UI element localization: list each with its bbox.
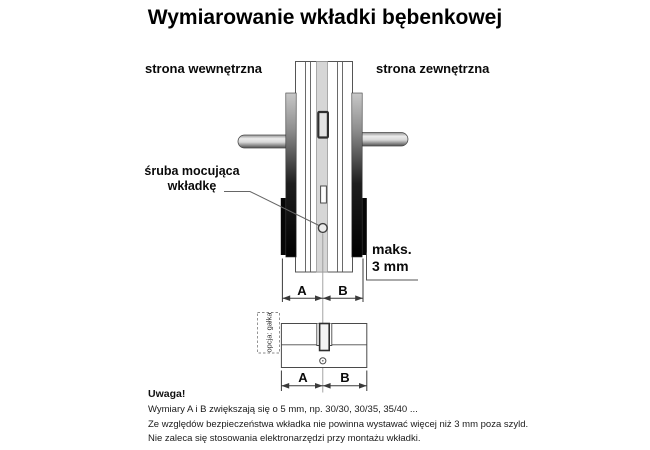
arrowhead [323,295,331,301]
upper-dim-b-label: B [338,283,348,298]
fixing-screw-label-line2: wkładkę [167,179,217,193]
cylinder-cam-slot [318,112,328,138]
fixing-screw-label-line1: śruba mocująca [144,164,240,178]
lower-dim-a-label: A [298,370,308,385]
inner-escutcheon-shield [286,93,296,257]
inner-handle-bar [238,135,290,148]
cylinder-channel-strip [317,62,328,273]
arrowhead [359,383,367,389]
door-cross-section [296,62,353,273]
arrowhead [315,295,323,301]
knob-option-label: opcja: gałka [264,312,274,353]
arrowhead [281,383,289,389]
screw-hole-center [322,360,324,362]
note-line-2: Ze względów bezpieczeństwa wkładka nie powinna wystawać więcej niż 3 mm poza szyld. [148,418,529,430]
note-line-1: Wymiary A i B zwiększają się o 5 mm, np. 30/30, 30/35, 35/40 ... [148,404,418,415]
outer-side-label: strona zewnętrzna [376,61,490,76]
fixing-screw-label [140,164,244,194]
note-line-3: Nie zaleca się stosowania elektronarzędzi przy montażu wkładki. [148,433,421,444]
fixing-screw-head [318,224,327,233]
arrowhead [355,295,363,301]
note-heading: Uwaga! [148,388,186,400]
max-protrusion-label [372,241,432,274]
inner-side-label: strona wewnętrzna [145,61,263,76]
outer-escutcheon-shield [352,93,362,257]
outer-handle-bar [356,133,408,147]
page-title: Wymiarowanie wkładki bębenkowej [147,6,503,29]
upper-dim-a-label: A [297,283,307,298]
lower-dim-b-label: B [340,370,350,385]
max-protrusion-line2: 3 mm [372,257,409,274]
cam [320,324,330,351]
arrowhead [282,295,290,301]
fixing-screw-channel [321,186,327,203]
max-protrusion-line1: maks. [372,241,412,257]
arrowhead [323,383,331,389]
arrowhead [315,383,323,389]
